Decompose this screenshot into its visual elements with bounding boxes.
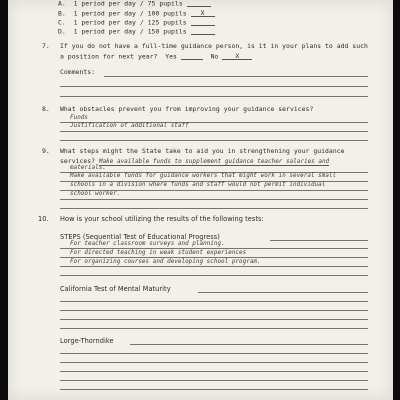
q7-text-line2: a position for next year? Yes No X xyxy=(60,53,252,60)
q9-answer-4: schools in a division where funds and staff would not permit individual xyxy=(70,182,326,188)
california-label: California Test of Mental Maturity xyxy=(60,285,171,293)
q9-answer-3: Make available funds for guidance workers that might work in several small xyxy=(70,173,337,179)
steps-answer-3: For organizing courses and developing school program. xyxy=(70,259,261,265)
q7-number: 7. xyxy=(42,42,50,50)
q10-text: How is your school utilizing the results of the following tests: xyxy=(60,215,264,223)
q9-text-line2: services? Make available funds to supplement guidance teacher salaries and xyxy=(60,157,330,165)
q9-answer-5: school worker. xyxy=(70,191,121,197)
q8-answer-2: Justification of additional staff xyxy=(70,123,189,129)
q7-text-line1: If you do not have a full-time guidance person, is it in your plans to add such xyxy=(60,42,368,50)
option-d: D. 1 period per day / 150 pupils xyxy=(58,28,215,35)
q8-number: 8. xyxy=(42,105,50,113)
questionnaire-page xyxy=(8,0,393,400)
q8-answer-1: Funds xyxy=(70,115,88,121)
q9-answer-2: materials. xyxy=(70,165,106,171)
steps-answer-1: For teacher classroom surveys and planning. xyxy=(70,241,225,247)
q8-text: What obstacles prevent you from improving your guidance services? xyxy=(60,105,314,113)
option-c: C. 1 period per day / 125 pupils xyxy=(58,19,215,26)
steps-label: STEPS (Sequential Test of Educational Progress) xyxy=(60,233,220,241)
q10-number: 10. xyxy=(38,215,49,223)
q9-number: 9. xyxy=(42,147,50,155)
comments-label: Comments: xyxy=(60,68,96,76)
option-b: B. 1 period per day / 100 pupils X xyxy=(58,10,215,17)
steps-answer-2: For directed teaching in weak student experiences xyxy=(70,250,247,256)
option-a: A. 1 period per day / 75 pupils xyxy=(58,0,211,7)
lorge-label: Lorge-Thorndike xyxy=(60,337,114,345)
q9-text-line1: What steps might the State take to aid you in strengthening your guidance xyxy=(60,147,345,155)
